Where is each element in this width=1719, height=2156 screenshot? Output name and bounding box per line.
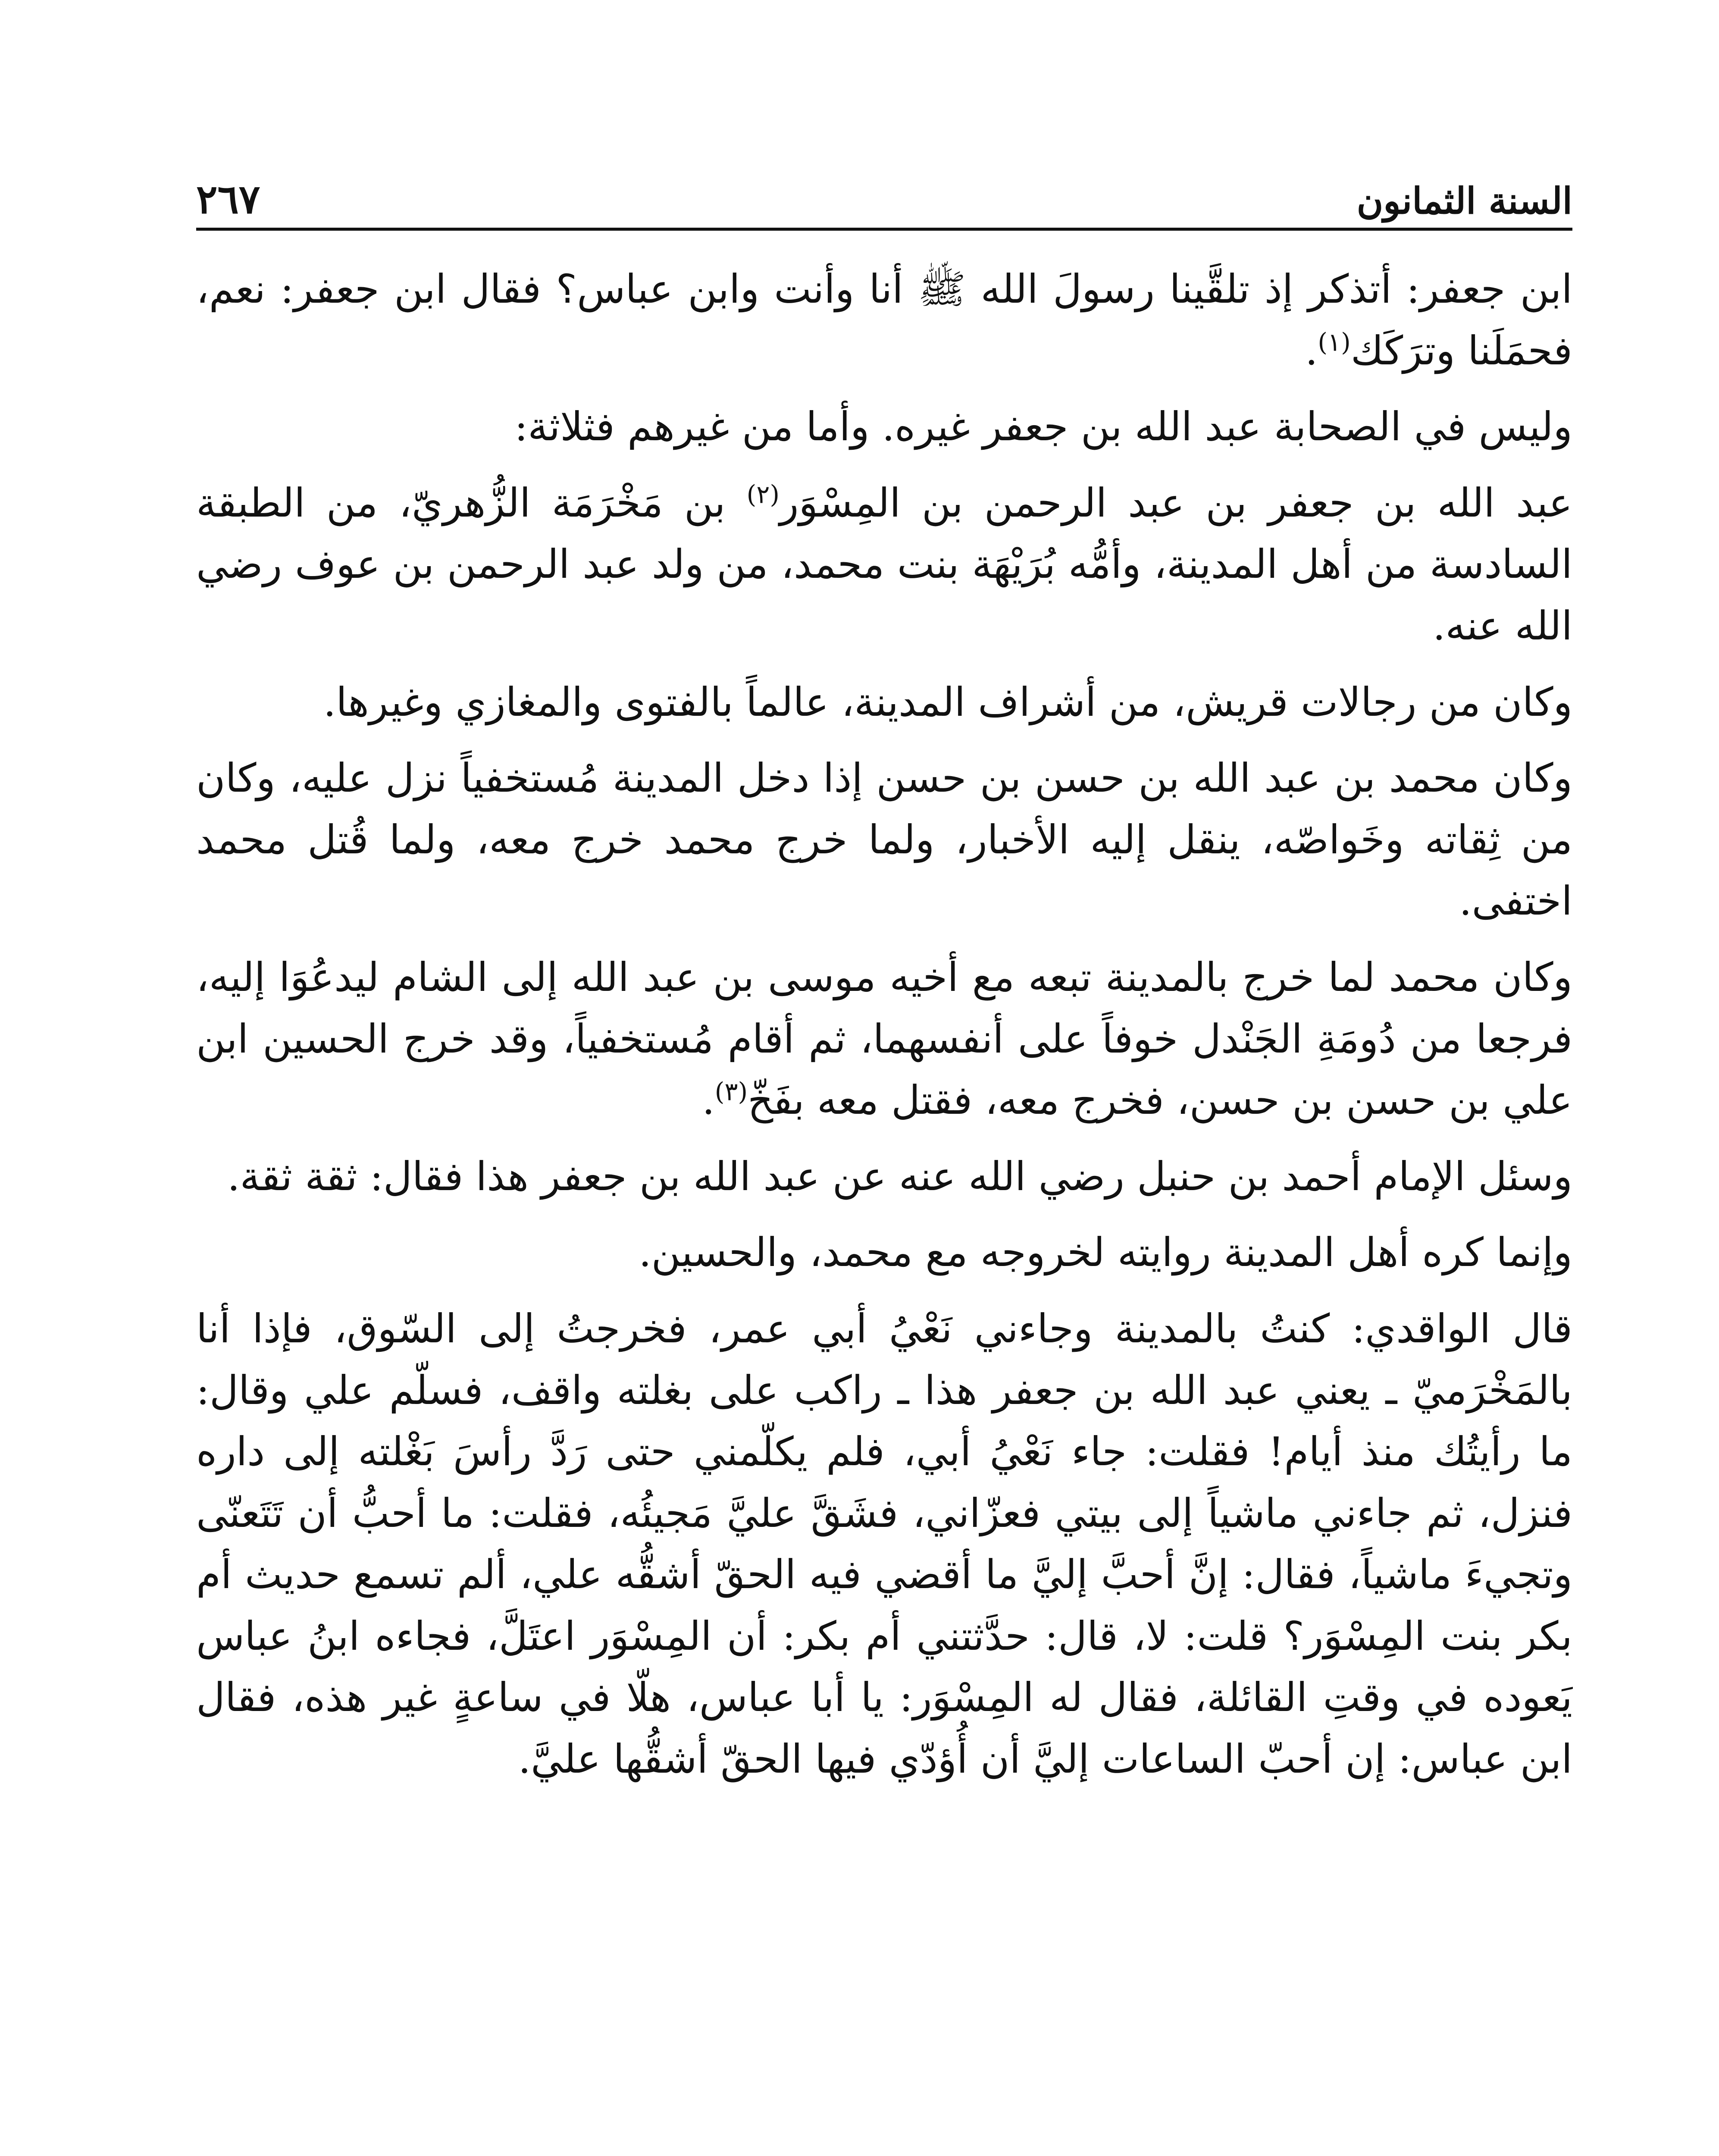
paragraph: عبد الله بن جعفر بن عبد الرحمن بن المِسْوَر$^{(٢)}$ بن مَخْرَمَة الزُّهريّ، من الطبقة السادسة من أهل المدينة، وأمُّه بُرَيْهَة بنت محمد، من ولد عبد الرحمن بن عوف رضي الله عنه. (196, 479, 1572, 649)
footnote-ref: (٢) (746, 479, 780, 509)
footnote-ref: (٣) (714, 1077, 748, 1106)
page-number: ٢٦٧ (196, 176, 260, 222)
paragraph: وكان محمد بن عبد الله بن حسن بن حسن إذا دخل المدينة مُستخفياً نزل عليه، وكان من ثِقاته وخَواصّه، ينقل إليه الأخبار، ولما خرج محمد خرج معه، ولما قُتل محمد اختفى. (196, 755, 1572, 924)
paragraph: وإنما كره أهل المدينة روايته لخروجه مع محمد، والحسين. (639, 1229, 1572, 1276)
paragraph: وكان محمد لما خرج بالمدينة تبعه مع أخيه موسى بن عبد الله إلى الشام ليدعُوَا إليه، فرجعا من دُومَةِ الجَنْدل خوفاً على أنفسهما، ثم أقام مُستخفياً، وقد خرج الحسين ابن علي بن حسن بن حسن، فخرج معه، فقتل معه بفَخّ$^{(٣)}$. (196, 954, 1572, 1124)
page-header (196, 149, 1572, 231)
paragraph: وسئل الإمام أحمد بن حنبل رضي الله عنه عن عبد الله بن جعفر هذا فقال: ثقة ثقة. (227, 1153, 1572, 1200)
running-title: السنة الثمانون (1356, 179, 1572, 222)
paragraph: ابن جعفر: أتذكر إذ تلقَّينا رسولَ الله ﷺ أنا وأنت وابن عباس؟ فقال ابن جعفر: نعم، فحمَلَنا وترَكَك$^{(١)}$. (196, 266, 1573, 374)
paragraph: قال الواقدي: كنتُ بالمدينة وجاءني نَعْيُ أبي عمر، فخرجتُ إلى السّوق، فإذا أنا بالمَخْرَميّ ـ يعني عبد الله بن جعفر هذا ـ راكب على بغلته واقف، فسلّم علي وقال: ما رأيتُك منذ أيام! فقلت: جاء نَعْيُ أبي، فلم يكلّمني حتى رَدَّ رأسَ بَغْلته إلى داره فنزل، ثم جاءني ماشياً إلى بيتي فعزّاني، فشَقَّ عليَّ مَجيئُه، فقلت: ما أحبُّ أن تَتَعنّى وتجيءَ ماشياً، فقال: إنَّ أحبَّ إليَّ ما أقضي فيه الحقّ أشقُّه علي، ألم تسمع حديث أم بكر بنت المِسْوَر؟ قلت: لا، قال: حدَّثتني أم بكر: أن المِسْوَر اعتَلَّ، فجاءه ابنُ عباس يَعوده في وقتِ القائلة، فقال له المِسْوَر: يا أبا عباس، هلّا في ساعةٍ غير هذه، فقال ابن عباس: إن أحبّ الساعات إليَّ أن أُؤدّي فيها الحقّ أشقُّها عليَّ. (196, 1305, 1572, 1783)
paragraph: وكان من رجالات قريش، من أشراف المدينة، عالماً بالفتوى والمغازي وغيرها. (323, 679, 1572, 725)
main-text (196, 259, 1572, 1805)
paragraph: وليس في الصحابة عبد الله بن جعفر غيره. وأما من غيرهم فثلاثة: (514, 404, 1572, 450)
footnote-ref: (١) (1318, 327, 1351, 357)
